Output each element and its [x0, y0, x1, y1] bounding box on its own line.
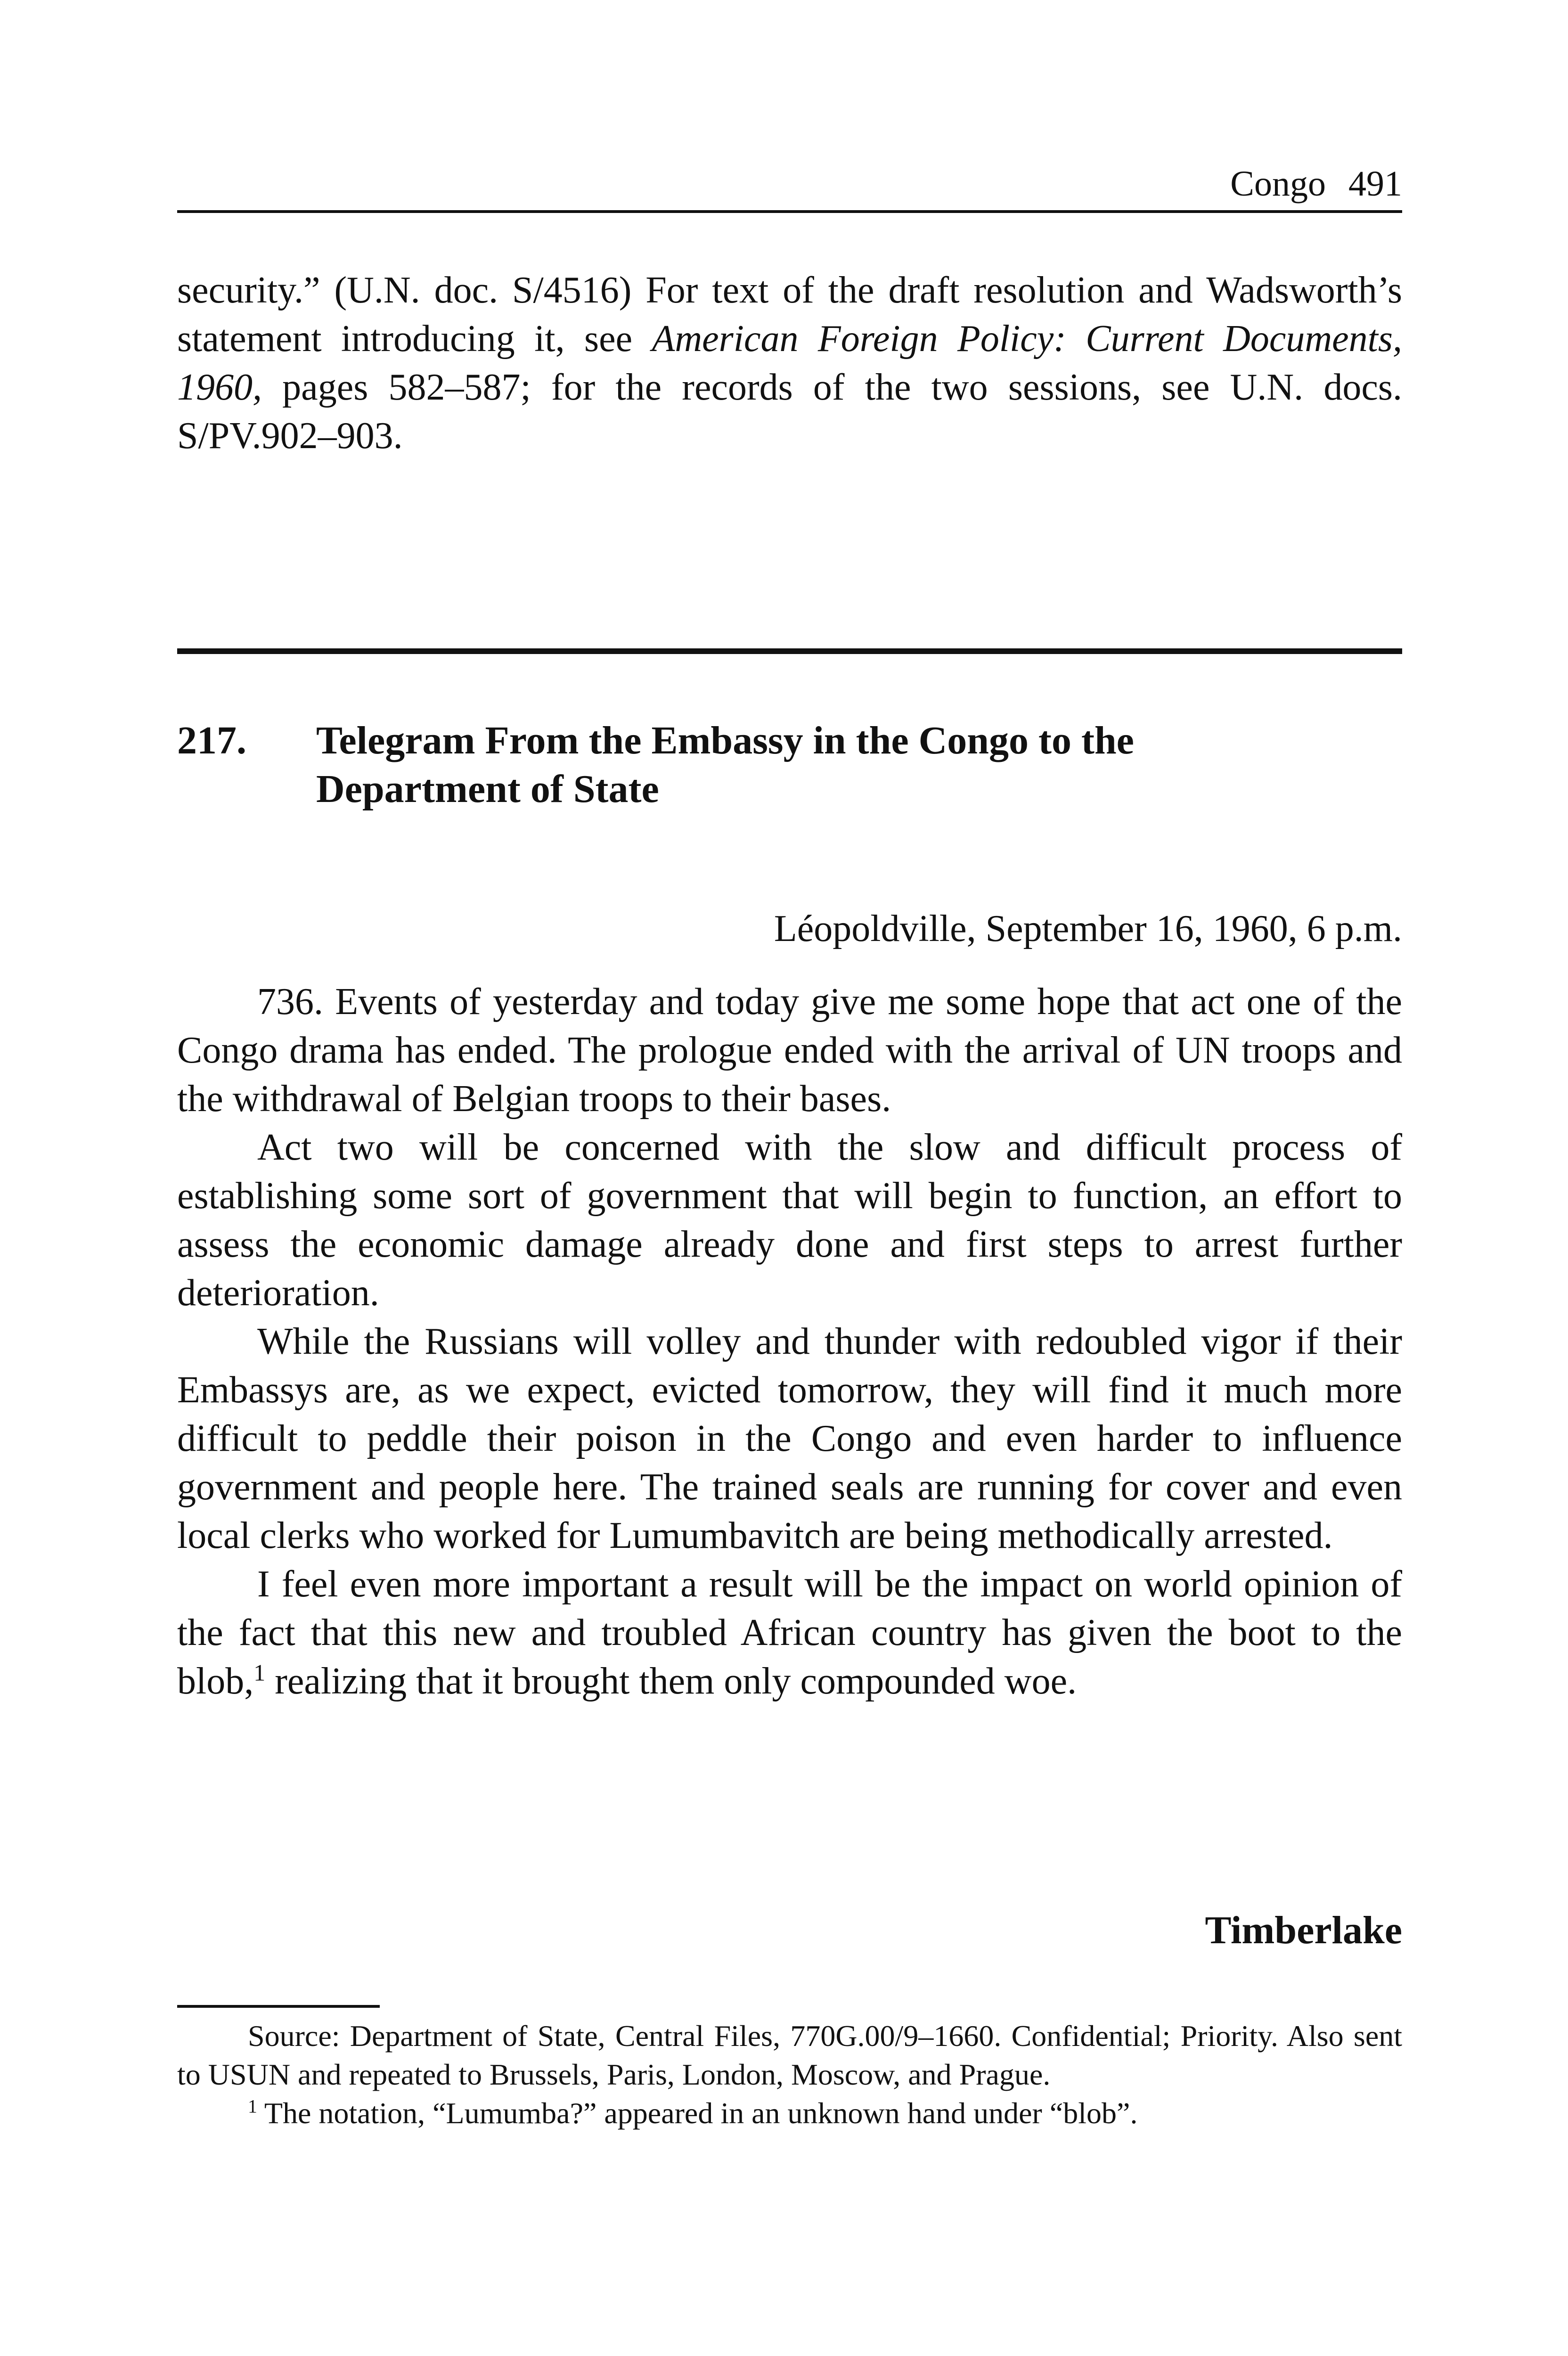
running-head — [1230, 163, 1402, 205]
paragraph-1: 736. Events of yesterday and today give me some hope that act one of the Congo drama has ended. The prologue ended with the arrival of UN troops and the withdrawal of Belgian troops to their bases. — [177, 981, 1402, 1120]
citation-title: American Foreign Policy: Current Documents, 1960, — [177, 318, 1402, 408]
footnote-reference-1: 1 — [253, 1659, 266, 1686]
footnote-1-mark: 1 — [248, 2095, 257, 2117]
source-note: Source: Department of State, Central Files, 770G.00/9–1660. Confidential; Priority. Also sent to USUN and repeated to Brussels, Paris, London, Moscow, and Prague. — [177, 2019, 1402, 2091]
footnote-rule — [177, 2005, 380, 2008]
running-head-title: Congo — [1230, 164, 1326, 204]
header-rule — [177, 210, 1402, 213]
document-number: 217. — [177, 719, 246, 762]
signature: Timberlake — [1205, 1908, 1402, 1952]
footnote-1 — [177, 2094, 1402, 2133]
paragraph-4-text-before-ref: I feel even more important a result will be the impact on world opinion of the fact that this new and troubled African country has given the boot to the blob, — [177, 1563, 1402, 1702]
footnotes — [177, 2017, 1402, 2133]
document-body — [177, 978, 1402, 1706]
dateline: Léopoldville, September 16, 1960, 6 p.m. — [774, 908, 1402, 949]
carryover-text-part1: security.” (U.N. doc. S/4516) For text of the draft resolution and Wadsworth’s statement introducing it, see — [177, 270, 1402, 360]
carryover-text-part2: pages 582–587; for the records of the two sessions, see U.N. docs. S/PV.902–903. — [177, 367, 1402, 457]
paragraph-2: Act two will be concerned with the slow and difficult process of establishing some sort of government that will begin to function, an effort to assess the economic damage already done and first steps to arrest further deterioration. — [177, 1127, 1402, 1314]
page — [177, 0, 1402, 2356]
paragraph-4 — [177, 1560, 1402, 1706]
page-number: 491 — [1348, 164, 1402, 204]
paragraph-3: While the Russians will volley and thunder with redoubled vigor if their Embassys are, as we expect, evicted tomorrow, they will find it much more difficult to peddle their poison in the Congo and even harder to influence government and people here. The trained seals are running for cover and even local clerks who worked for Lumumbavitch are being methodically arrested. — [177, 1321, 1402, 1556]
paragraph-4-text-after-ref: realizing that it brought them only compounded woe. — [265, 1661, 1077, 1702]
footnote-1-text: The notation, “Lumumba?” appeared in an unknown hand under “blob”. — [257, 2096, 1138, 2130]
document-title: Telegram From the Embassy in the Congo to the Department of State — [316, 719, 1134, 811]
section-divider — [177, 648, 1402, 654]
carryover-footnote-text — [177, 266, 1402, 460]
